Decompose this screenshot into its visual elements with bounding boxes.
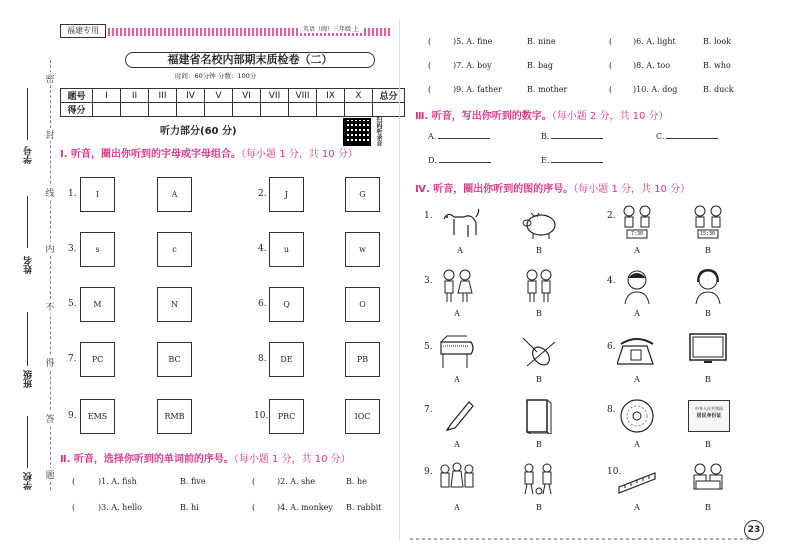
option-b-box[interactable]: BC bbox=[157, 342, 192, 377]
option-a-box[interactable]: PC bbox=[80, 342, 115, 377]
section1-note: （每小题 1 分，共 10 分） bbox=[241, 149, 358, 160]
score-cell: IX bbox=[317, 89, 345, 103]
item-number: 1. bbox=[424, 211, 433, 221]
option-a-box[interactable]: J bbox=[269, 177, 304, 212]
option-a-label: A bbox=[454, 375, 460, 384]
page-number: 23 bbox=[744, 520, 764, 540]
answer-blank[interactable] bbox=[439, 155, 491, 163]
item-number: 4. bbox=[607, 276, 616, 286]
option-a-label: A bbox=[634, 440, 640, 449]
score-cell: IV bbox=[177, 89, 205, 103]
answer-blank[interactable] bbox=[551, 131, 603, 139]
option-a-label: A bbox=[634, 503, 640, 512]
score-value-row bbox=[61, 103, 405, 117]
clock-a-time: 7:30 bbox=[631, 231, 644, 237]
option-a-box[interactable]: u bbox=[269, 232, 304, 267]
word-choice-b: B. nine bbox=[527, 37, 556, 46]
spine-char: 内 bbox=[40, 242, 60, 255]
spine-char: 线 bbox=[40, 186, 60, 199]
piano-picture[interactable] bbox=[437, 334, 477, 370]
spine-char: 得 bbox=[40, 356, 60, 369]
option-a-label: A bbox=[454, 503, 460, 512]
option-a-box[interactable]: DE bbox=[269, 342, 304, 377]
word-choice-b: B. five bbox=[180, 477, 206, 486]
option-b-label: B bbox=[536, 246, 542, 255]
score-header-row bbox=[61, 89, 405, 103]
score-cell: VIII bbox=[289, 89, 317, 103]
number-label: D. bbox=[428, 156, 437, 165]
option-b-box[interactable]: RMB bbox=[157, 399, 192, 434]
word-choice-a: )2. A. she bbox=[277, 477, 316, 486]
score-input[interactable] bbox=[121, 103, 149, 117]
girl-portrait-picture[interactable] bbox=[688, 268, 728, 304]
score-cell: II bbox=[121, 89, 149, 103]
option-b-box[interactable]: N bbox=[157, 287, 192, 322]
option-b-label: B bbox=[705, 503, 711, 512]
option-a-label: A bbox=[454, 440, 460, 449]
clock-b-time: 15:30 bbox=[700, 231, 716, 237]
number-label: B. bbox=[541, 132, 550, 141]
section1-title-text: Ⅰ. 听音，圈出你听到的字母或字母组合。 bbox=[60, 149, 242, 160]
score-cell: X bbox=[345, 89, 373, 103]
spine-char: 密 bbox=[40, 72, 60, 85]
item-number: 7. bbox=[68, 354, 77, 364]
word-choice-a: )6. A. light bbox=[633, 37, 676, 46]
score-cell: V bbox=[205, 89, 233, 103]
score-cell: III bbox=[149, 89, 177, 103]
word-choice-a: )1. A. fish bbox=[98, 477, 137, 486]
item-number: 3. bbox=[424, 276, 433, 286]
word-choice-b: B. duck bbox=[703, 85, 734, 94]
option-b-label: B bbox=[705, 375, 711, 384]
pig-picture[interactable] bbox=[519, 205, 559, 241]
score-input[interactable] bbox=[93, 103, 121, 117]
word-choice-a: )10. A. dog bbox=[633, 85, 678, 94]
number-answer[interactable] bbox=[428, 155, 491, 165]
score-input[interactable] bbox=[317, 103, 345, 117]
binding-line bbox=[50, 60, 51, 490]
option-a-box[interactable]: Q bbox=[269, 287, 304, 322]
word-choice-a: )8. A. too bbox=[633, 61, 671, 70]
number-answer[interactable] bbox=[656, 131, 718, 141]
section2-title-text: Ⅱ. 听音，选择你听到的单词前的序号。 bbox=[60, 454, 234, 465]
ruler-picture[interactable] bbox=[617, 461, 657, 497]
score-table bbox=[60, 88, 405, 117]
option-b-label: B bbox=[536, 375, 542, 384]
score-input[interactable] bbox=[177, 103, 205, 117]
option-b-label: B bbox=[536, 503, 542, 512]
exam-subtitle: 时间：60分钟 分数：100分 bbox=[175, 72, 257, 80]
answer-paren[interactable]: ( bbox=[609, 61, 613, 70]
option-a-label: A bbox=[634, 309, 640, 318]
dog-picture[interactable] bbox=[440, 205, 480, 241]
kids-reading-picture[interactable] bbox=[688, 461, 728, 497]
word-choice-b: B. bag bbox=[527, 61, 553, 70]
section2-note: （每小题 1 分，共 10 分） bbox=[233, 454, 351, 465]
two-children-picture[interactable] bbox=[519, 268, 559, 304]
word-choice-a: )4. A. monkey bbox=[277, 503, 333, 512]
boy-portrait-picture[interactable] bbox=[617, 268, 657, 304]
id-card-title: 居民身份证 bbox=[696, 413, 722, 419]
option-b-box[interactable]: O bbox=[345, 287, 380, 322]
score-input[interactable] bbox=[149, 103, 177, 117]
option-b-box[interactable]: A bbox=[157, 177, 192, 212]
score-cell: I bbox=[93, 89, 121, 103]
section4-title-text: Ⅳ. 听音，圈出你听到的图的序号。 bbox=[415, 184, 574, 195]
option-a-box[interactable]: s bbox=[80, 232, 115, 267]
section4-note: （每小题 1 分，共 10 分） bbox=[573, 184, 691, 195]
spine-char: 答 bbox=[40, 412, 60, 425]
option-b-box[interactable]: c bbox=[157, 232, 192, 267]
qr-caption: 扫码听录音 bbox=[375, 116, 382, 146]
answer-paren[interactable]: ( bbox=[428, 37, 432, 46]
book-picture[interactable] bbox=[519, 398, 559, 434]
item-number: 8. bbox=[607, 405, 616, 415]
item-number: 10. bbox=[607, 467, 622, 477]
word-choice-a: )7. A. boy bbox=[453, 61, 492, 70]
score-input[interactable] bbox=[345, 103, 373, 117]
item-number: 4. bbox=[258, 244, 267, 254]
exam-title: 福建省名校内部期末质检卷（二） bbox=[125, 52, 375, 68]
violin-picture[interactable] bbox=[519, 334, 559, 370]
kids-playing-ball-picture[interactable] bbox=[519, 461, 559, 497]
answer-paren[interactable]: ( bbox=[72, 477, 76, 486]
family-picture[interactable] bbox=[437, 461, 477, 497]
section4-title bbox=[415, 180, 690, 195]
listening-title: 听力部分(60 分) bbox=[160, 126, 237, 137]
pen-picture[interactable] bbox=[437, 398, 477, 434]
answer-paren[interactable]: ( bbox=[609, 37, 613, 46]
score-input[interactable] bbox=[233, 103, 261, 117]
item-number: 3. bbox=[68, 244, 77, 254]
item-number: 1. bbox=[68, 189, 77, 199]
option-b-box[interactable]: PB bbox=[345, 342, 380, 377]
answer-blank[interactable] bbox=[551, 155, 603, 163]
item-number: 2. bbox=[258, 189, 267, 199]
option-a-label: A bbox=[634, 375, 640, 384]
item-number: 5. bbox=[424, 342, 433, 352]
id-card-picture[interactable] bbox=[688, 400, 730, 432]
answer-paren[interactable]: ( bbox=[252, 503, 256, 512]
item-number: 10. bbox=[254, 411, 269, 421]
option-a-box[interactable]: I bbox=[80, 177, 115, 212]
score-row-label: 得分 bbox=[61, 103, 93, 117]
answer-paren[interactable]: ( bbox=[72, 503, 76, 512]
student-id-line[interactable] bbox=[27, 88, 28, 140]
word-choice-a: )3. A. hello bbox=[98, 503, 142, 512]
student-id-label: 学号 bbox=[24, 146, 34, 164]
option-b-label: B bbox=[705, 309, 711, 318]
number-answer[interactable] bbox=[428, 131, 490, 141]
option-b-label: B bbox=[536, 309, 542, 318]
word-choice-a: )9. A. father bbox=[453, 85, 502, 94]
telephone-picture[interactable] bbox=[617, 334, 657, 370]
word-choice-a: )5. A. fine bbox=[453, 37, 493, 46]
item-number: 7. bbox=[424, 405, 433, 415]
page-fold bbox=[399, 20, 400, 540]
item-number: 8. bbox=[258, 354, 267, 364]
word-choice-b: B. who bbox=[703, 61, 731, 70]
number-answer[interactable] bbox=[541, 155, 603, 165]
school-line[interactable] bbox=[27, 416, 28, 468]
number-label: E. bbox=[541, 156, 550, 165]
word-choice-b: B. he bbox=[346, 477, 367, 486]
word-choice-b: B. mother bbox=[527, 85, 568, 94]
score-input[interactable] bbox=[289, 103, 317, 117]
tv-picture[interactable] bbox=[688, 332, 728, 368]
qr-code-icon[interactable] bbox=[343, 118, 371, 146]
id-card-country: 中华人民共和国 bbox=[695, 406, 723, 411]
section1-title bbox=[60, 145, 358, 160]
word-choice-b: B. hi bbox=[180, 503, 199, 512]
item-number: 6. bbox=[258, 299, 267, 309]
section2-title bbox=[60, 450, 351, 465]
option-b-box[interactable]: IOC bbox=[345, 399, 380, 434]
answer-paren[interactable]: ( bbox=[609, 85, 613, 94]
option-a-label: A bbox=[457, 246, 463, 255]
item-number: 2. bbox=[607, 211, 616, 221]
answer-paren[interactable]: ( bbox=[252, 477, 256, 486]
answer-paren[interactable]: ( bbox=[428, 61, 432, 70]
subject-label: 英语（闽）三年级 上 bbox=[300, 24, 362, 33]
option-b-label: B bbox=[536, 440, 542, 449]
item-number: 9. bbox=[424, 467, 433, 477]
option-b-label: B bbox=[705, 440, 711, 449]
number-answer[interactable] bbox=[541, 131, 603, 141]
number-label: A. bbox=[428, 132, 437, 141]
answer-blank[interactable] bbox=[666, 131, 718, 139]
item-number: 5. bbox=[68, 299, 77, 309]
spine-char: 不 bbox=[40, 300, 60, 313]
spine-char: 题 bbox=[40, 468, 60, 481]
number-label: C. bbox=[656, 132, 665, 141]
score-input[interactable] bbox=[205, 103, 233, 117]
option-b-box[interactable]: w bbox=[345, 232, 380, 267]
section3-title-text: Ⅲ. 听音，写出你听到的数字。 bbox=[415, 111, 552, 122]
spine-char: 封 bbox=[40, 128, 60, 141]
option-a-label: A bbox=[634, 246, 640, 255]
school-label: 学校 bbox=[24, 472, 34, 490]
cd-picture[interactable] bbox=[617, 398, 657, 434]
option-a-label: A bbox=[454, 309, 460, 318]
answer-paren[interactable]: ( bbox=[428, 85, 432, 94]
item-number: 6. bbox=[607, 342, 616, 352]
region-tag: 福建专用 bbox=[60, 24, 106, 38]
answer-blank[interactable] bbox=[438, 131, 490, 139]
footer-wave bbox=[410, 538, 750, 540]
option-a-box[interactable]: M bbox=[80, 287, 115, 322]
section3-title bbox=[415, 107, 669, 122]
class-label: 班级 bbox=[24, 370, 34, 388]
option-a-box[interactable]: PRC bbox=[269, 399, 304, 434]
name-line[interactable] bbox=[27, 196, 28, 248]
item-number: 9. bbox=[68, 411, 77, 421]
option-b-box[interactable]: G bbox=[345, 177, 380, 212]
score-cell: 题号 bbox=[61, 89, 93, 103]
word-choice-b: B. rabbit bbox=[346, 503, 382, 512]
option-a-box[interactable]: EMS bbox=[80, 399, 115, 434]
section3-note: （每小题 2 分，共 10 分） bbox=[551, 111, 669, 122]
score-cell: VI bbox=[233, 89, 261, 103]
word-choice-b: B. look bbox=[703, 37, 732, 46]
name-label: 姓名 bbox=[24, 256, 34, 274]
class-line[interactable] bbox=[27, 312, 28, 366]
score-cell: 总分 bbox=[373, 89, 405, 103]
score-input[interactable] bbox=[261, 103, 289, 117]
boy-and-girl-picture[interactable] bbox=[437, 268, 477, 304]
option-b-label: B bbox=[705, 246, 711, 255]
score-cell: VII bbox=[261, 89, 289, 103]
